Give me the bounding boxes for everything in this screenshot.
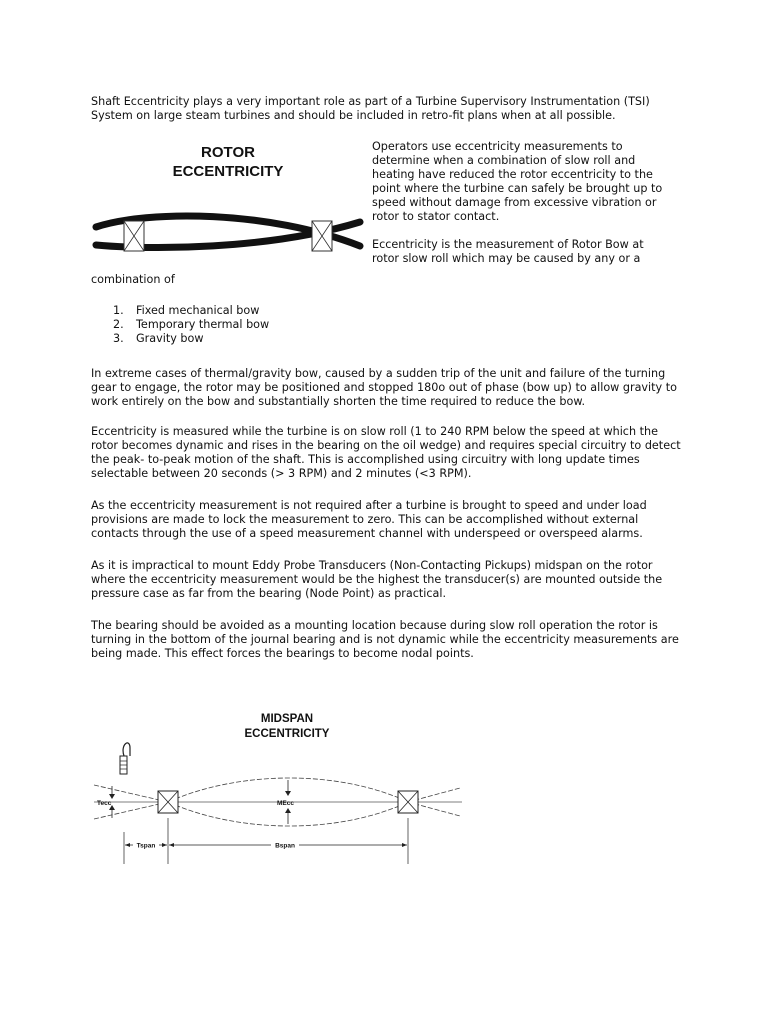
- figure1-title-line2: ECCENTRICITY: [172, 163, 284, 180]
- bearing-right: [312, 221, 332, 251]
- figure2-title-line2: ECCENTRICITY: [244, 728, 330, 740]
- bearing-left: [158, 791, 178, 813]
- figure1-title-line1: ROTOR: [201, 144, 255, 161]
- label-bspan: Bspan: [275, 842, 295, 850]
- eddy-probe-icon: [120, 743, 130, 774]
- midspan-eccentricity-figure: [90, 706, 470, 871]
- bow-causes-list: [91, 304, 269, 346]
- label-mecc: MEcc: [277, 800, 294, 807]
- paragraph-transducer-mount: As it is impractical to mount Eddy Probe Transducers (Non-Contacting Pickups) midspan on the rotor where the eccentricity measurement would be the highest the transducer(s) are mounted outside the pressure case as far from the bearing (Node Point) as practical.: [91, 559, 663, 600]
- paragraph-bearing: The bearing should be avoided as a mounting location because during slow roll operation the rotor is turning in the bottom of the journal bearing and is not dynamic while the eccentricity measurements are being made. This effect forces the bearings to become nodal points.: [91, 619, 679, 660]
- rotor-eccentricity-figure: [88, 138, 368, 263]
- bearing-right: [398, 791, 418, 813]
- list-item: 3. Gravity bow: [113, 332, 204, 345]
- side-text: [372, 140, 672, 266]
- paragraph-lock-zero: As the eccentricity measurement is not required after a turbine is brought to speed and under load provisions are made to lock the measurement to zero. This can be accomplished without external contacts through the use of a speed measurement channel with underspeed or overspeed alarms.: [91, 499, 647, 540]
- side-paragraph-1: Operators use eccentricity measurements to determine when a combination of slow roll and heating have reduced the rotor eccentricity to the point where the turbine can safely be brought up to speed without damage from excessive vibration or rotor to stator contact.: [372, 140, 663, 223]
- label-tspan: Tspan: [136, 842, 156, 850]
- label-tecc: Tecc: [97, 800, 112, 807]
- intro-paragraph: Shaft Eccentricity plays a very important role as part of a Turbine Supervisory Instrumentation (TSI) System on large steam turbines and should be included in retro-fit plans when at all possible.: [91, 95, 650, 122]
- figure2-title-line1: MIDSPAN: [260, 713, 314, 725]
- bearing-left: [124, 221, 144, 251]
- combination-text: combination of: [91, 273, 175, 286]
- paragraph-thermal-bow: In extreme cases of thermal/gravity bow, caused by a sudden trip of the unit and failure of the turning gear to engage, the rotor may be positioned and stopped 180o out of phase (bow up) to allow gravity to work entirely on the bow and substantially shorten the time required to reduce the bow.: [91, 367, 677, 408]
- list-item: 1. Fixed mechanical bow: [113, 304, 260, 317]
- list-item: 2. Temporary thermal bow: [113, 318, 270, 331]
- paragraph-slow-roll: Eccentricity is measured while the turbine is on slow roll (1 to 240 RPM below the speed at which the rotor becomes dynamic and rises in the bearing on the oil wedge) and requires special circuitry to detect the peak- to-peak motion of the shaft. This is accomplished using circuitry with long update times selectable between 20 seconds (> 3 RPM) and 2 minutes (<3 RPM).: [91, 425, 681, 480]
- side-paragraph-2: Eccentricity is the measurement of Rotor Bow at rotor slow roll which may be caused by any or a: [372, 238, 644, 265]
